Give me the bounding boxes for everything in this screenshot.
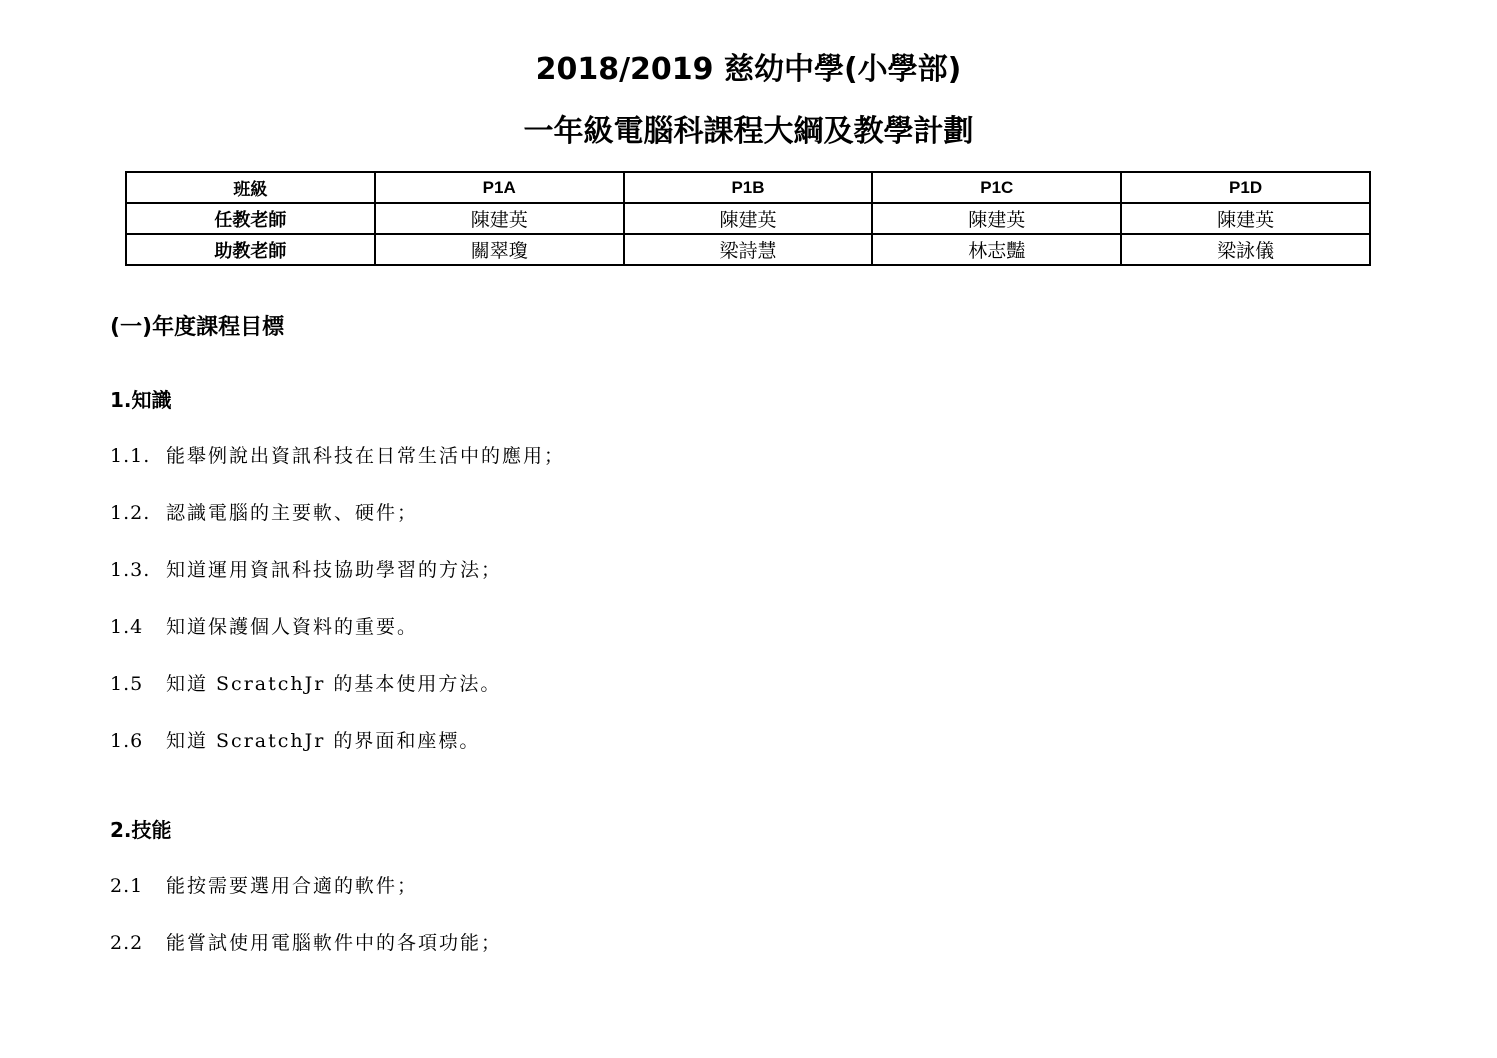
staff-table xyxy=(125,171,1371,266)
row-label: 任教老師 xyxy=(126,203,375,234)
item-text: 知道 ScratchJr 的基本使用方法。 xyxy=(166,673,502,695)
table-cell: 陳建英 xyxy=(872,203,1121,234)
item-text: 能嘗試使用電腦軟件中的各項功能； xyxy=(166,932,503,954)
list-item xyxy=(110,499,418,527)
table-cell: 陳建英 xyxy=(375,203,624,234)
table-cell: 陳建英 xyxy=(624,203,873,234)
item-number: 1.3. xyxy=(110,559,151,581)
list-item xyxy=(110,613,418,641)
list-item xyxy=(110,556,502,584)
item-text: 能舉例說出資訊科技在日常生活中的應用； xyxy=(166,445,566,467)
table-header-cell: P1B xyxy=(624,172,873,203)
list-item xyxy=(110,442,565,470)
item-text: 知道 ScratchJr 的界面和座標。 xyxy=(166,730,481,752)
list-item xyxy=(110,670,501,698)
table-header-cell: P1A xyxy=(375,172,624,203)
knowledge-heading: 1.知識 xyxy=(110,388,172,412)
item-number: 1.6 xyxy=(110,730,144,752)
item-number: 1.5 xyxy=(110,673,144,695)
table-cell: 梁詠儀 xyxy=(1121,234,1370,265)
item-number: 1.2. xyxy=(110,502,151,524)
table-cell: 梁詩慧 xyxy=(624,234,873,265)
skills-heading: 2.技能 xyxy=(110,818,172,842)
item-text: 知道保護個人資料的重要。 xyxy=(166,616,419,638)
item-text: 知道運用資訊科技協助學習的方法； xyxy=(166,559,503,581)
table-header-row xyxy=(126,172,1370,203)
item-text: 能按需要選用合適的軟件； xyxy=(166,875,419,897)
table-cell: 關翠瓊 xyxy=(375,234,624,265)
list-item xyxy=(110,929,502,957)
document-title: 2018/2019 慈幼中學(小學部) xyxy=(535,52,962,87)
row-label: 助教老師 xyxy=(126,234,375,265)
table-header-cell: P1C xyxy=(872,172,1121,203)
item-text: 認識電腦的主要軟、硬件； xyxy=(166,502,419,524)
list-item xyxy=(110,872,418,900)
table-cell: 林志豔 xyxy=(872,234,1121,265)
item-number: 1.4 xyxy=(110,616,144,638)
table-row xyxy=(126,234,1370,265)
document-subtitle: 一年級電腦科課程大綱及教學計劃 xyxy=(523,114,974,149)
section-heading: (一)年度課程目標 xyxy=(110,315,285,340)
item-number: 2.1 xyxy=(110,875,144,897)
table-header-cell: P1D xyxy=(1121,172,1370,203)
table-header-cell: 班級 xyxy=(126,172,375,203)
table-row xyxy=(126,203,1370,234)
list-item xyxy=(110,727,480,755)
item-number: 1.1. xyxy=(110,445,151,467)
item-number: 2.2 xyxy=(110,932,144,954)
table-cell: 陳建英 xyxy=(1121,203,1370,234)
